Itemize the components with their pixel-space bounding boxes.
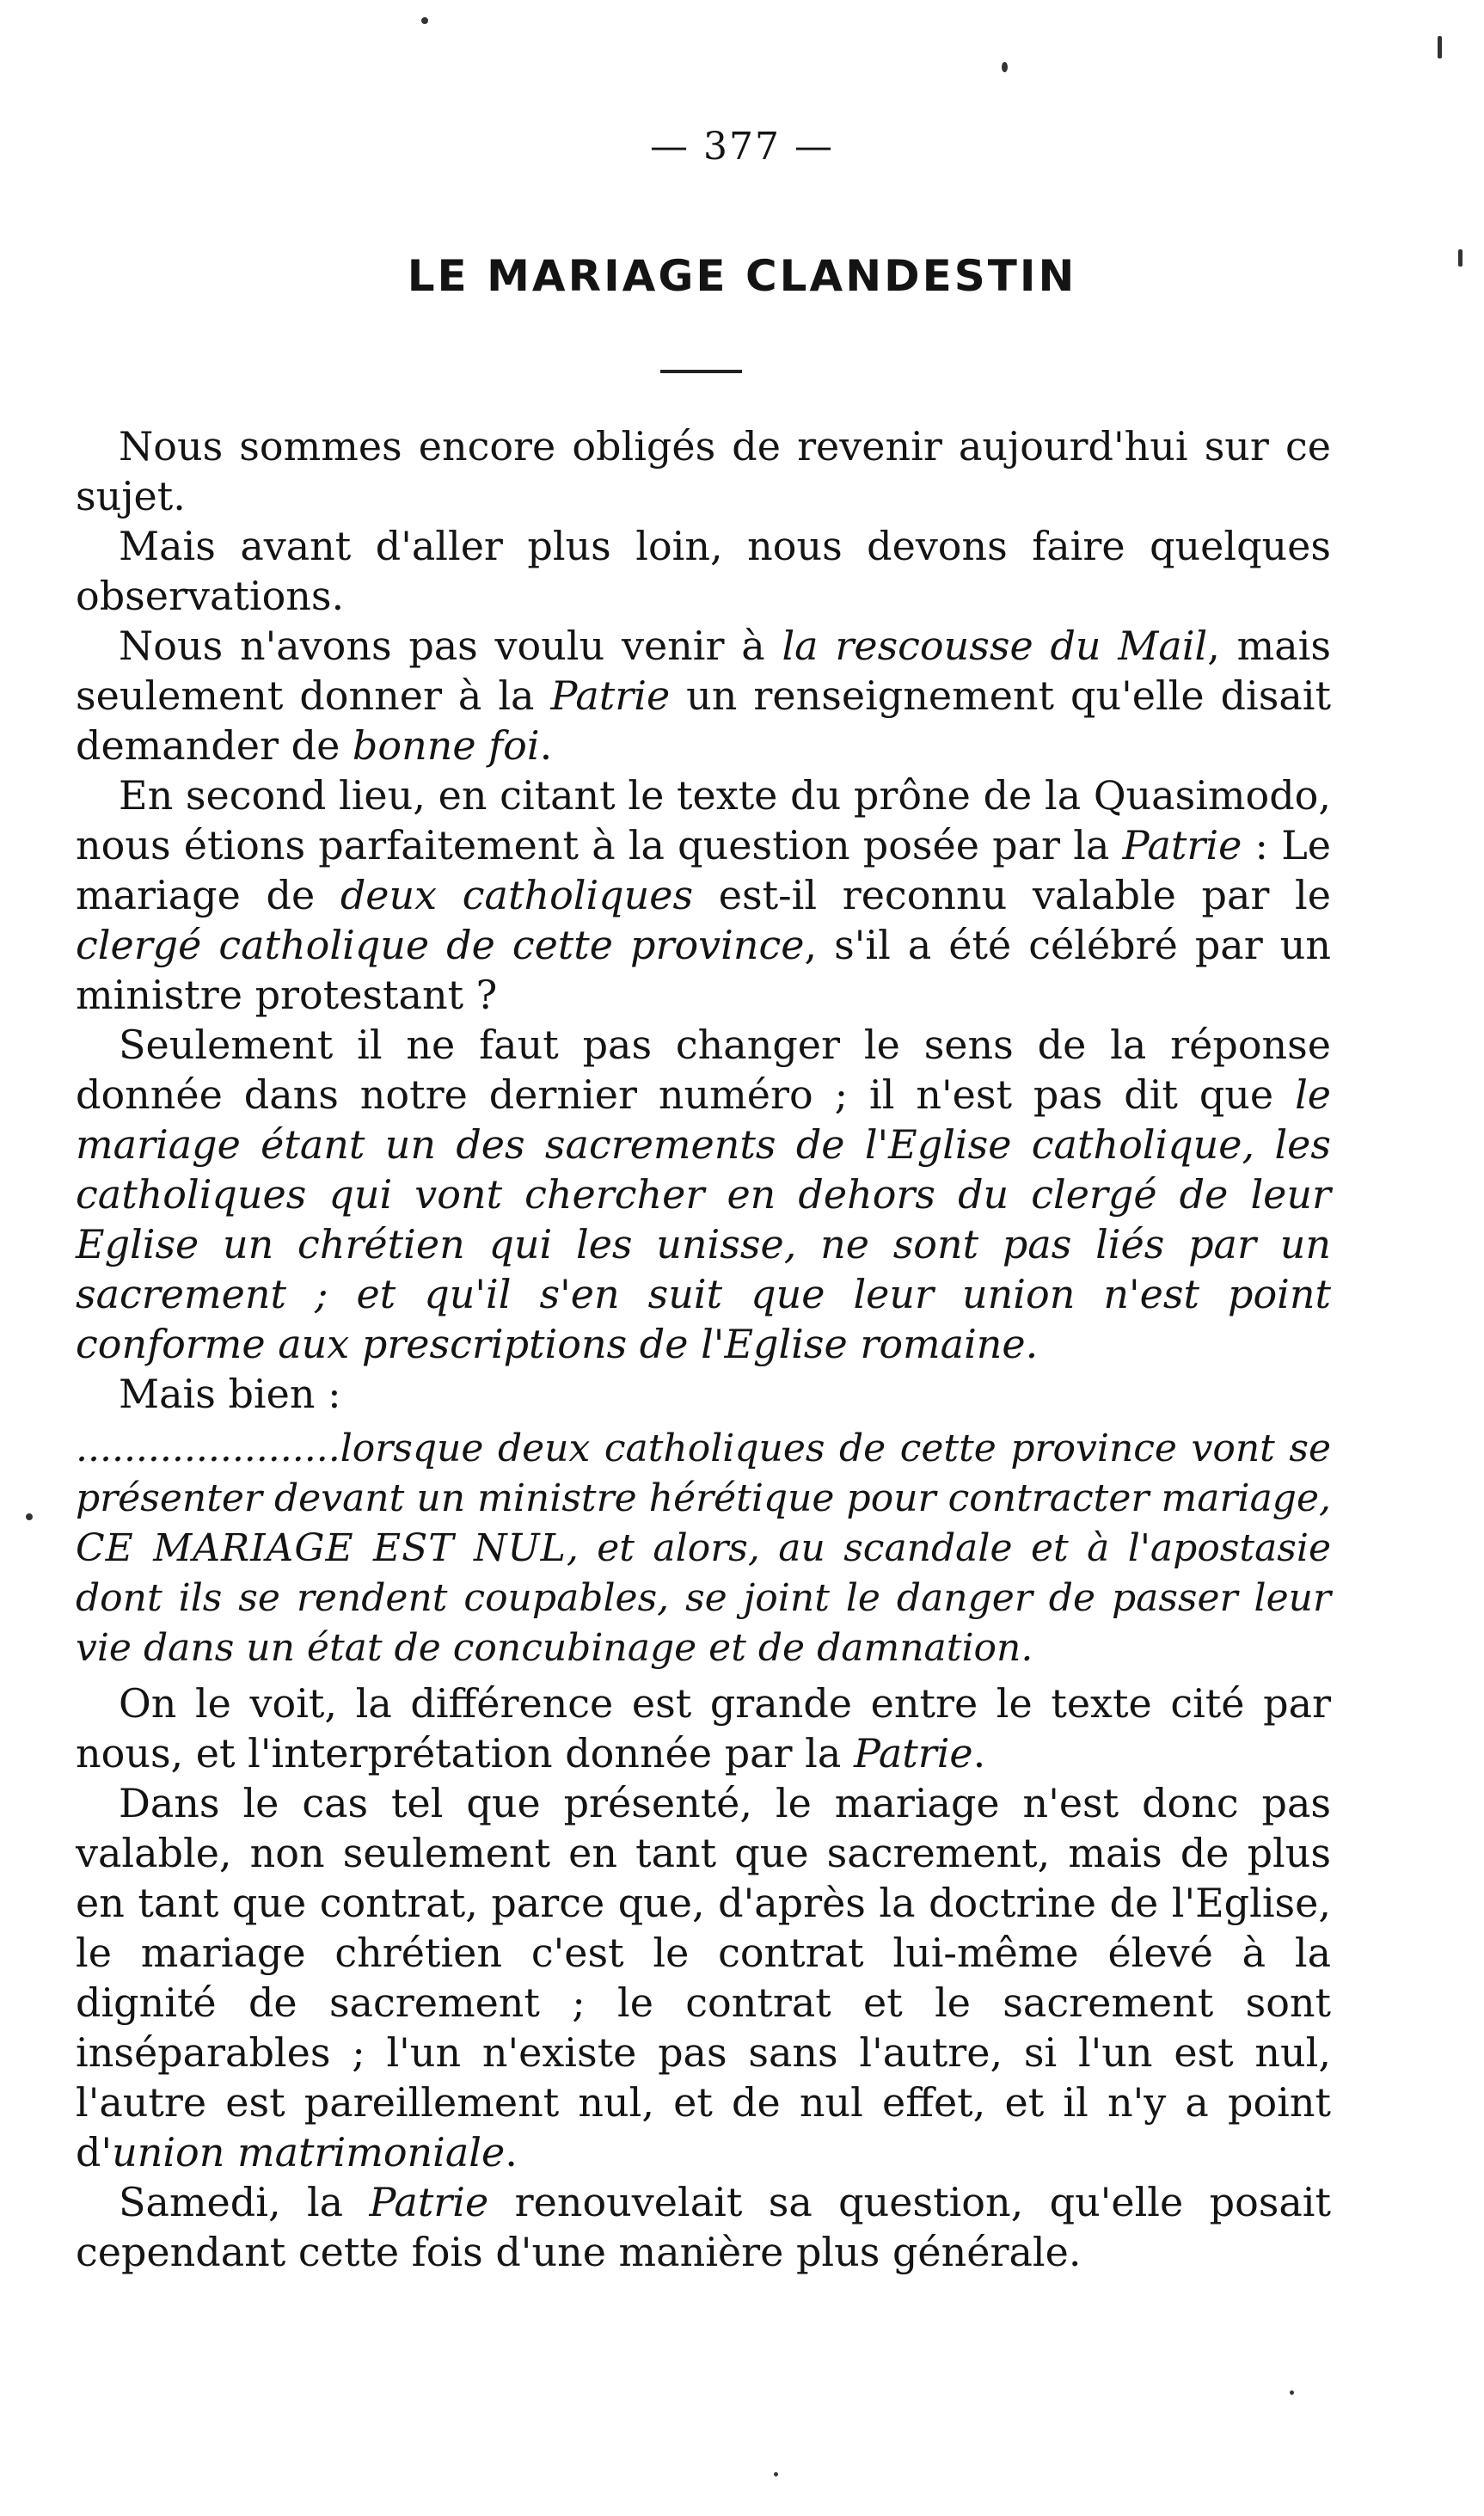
scan-speck bbox=[774, 2472, 778, 2476]
title-divider bbox=[660, 370, 742, 373]
scan-speck bbox=[421, 17, 428, 24]
paragraph-6: Mais bien : bbox=[119, 1371, 341, 1417]
article-title: LE MARIAGE CLANDESTIN bbox=[407, 251, 1077, 301]
scan-speck bbox=[1458, 249, 1463, 267]
paragraph-8: On le voit, la différence est grande entre le texte cité par nous, et l'interprétation donnée par la Patrie. bbox=[76, 1680, 1331, 1777]
paragraph-2: Mais avant d'aller plus loin, nous devons faire quelques observations. bbox=[76, 523, 1331, 619]
scan-speck bbox=[1438, 36, 1442, 58]
scan-speck bbox=[1002, 62, 1008, 72]
scan-speck bbox=[26, 1513, 33, 1520]
paragraph-3: Nous n'avons pas voulu venir à la rescousse du Mail, mais seulement donner à la Patrie un renseignement qu'elle disait demander de bonne foi. bbox=[76, 623, 1331, 769]
page-number: — 377 — bbox=[650, 125, 834, 169]
paragraph-4: En second lieu, en citant le texte du prône de la Quasimodo, nous étions parfaitement à la question posée par la Patrie : Le mariage de deux catholiques est-il reconnu valable par le clergé catholique de cette province, s'il a été célébré par un ministre protestant ? bbox=[76, 772, 1332, 1018]
quoted-passage: ......................lorsque deux catholiques de cette province vont se présenter devant un ministre hérétique pour contracter mariage, CE MARIAGE EST NUL, et alors, au scandale et à l'apostasie dont ils se rendent coupables, se joint le danger de passer leur vie dans un état de concubinage et de damnation. bbox=[76, 1427, 1331, 1670]
article-body bbox=[76, 421, 1331, 2277]
paragraph-9: Dans le cas tel que présenté, le mariage n'est donc pas valable, non seulement en tant que sacrement, mais de plus en tant que contrat, parce que, d'après la doctrine de l'Eglise, le mariage chrétien c'est le contrat lui-même élevé à la dignité de sacrement ; le contrat et le sacrement sont inséparables ; l'un n'existe pas sans l'autre, si l'un est nul, l'autre est pareillement nul, et de nul effet, et il n'y a point d'union matrimoniale. bbox=[76, 1780, 1331, 2175]
paragraph-1: Nous sommes encore obligés de revenir aujourd'hui sur ce sujet. bbox=[76, 423, 1331, 519]
scan-speck bbox=[1290, 2390, 1294, 2395]
paragraph-10: Samedi, la Patrie renouvelait sa question, qu'elle posait cependant cette fois d'une manière plus générale. bbox=[76, 2179, 1331, 2275]
paragraph-5: Seulement il ne faut pas changer le sens de la réponse donnée dans notre dernier numéro ; il n'est pas dit que le mariage étant un des sacrements de l'Eglise catholique, les catholiques qui vont chercher en dehors du clergé de leur Eglise un chrétien qui les unisse, ne sont pas liés par un sacrement ; et qu'il s'en suit que leur union n'est point conforme aux prescriptions de l'Eglise romaine. bbox=[76, 1022, 1331, 1367]
